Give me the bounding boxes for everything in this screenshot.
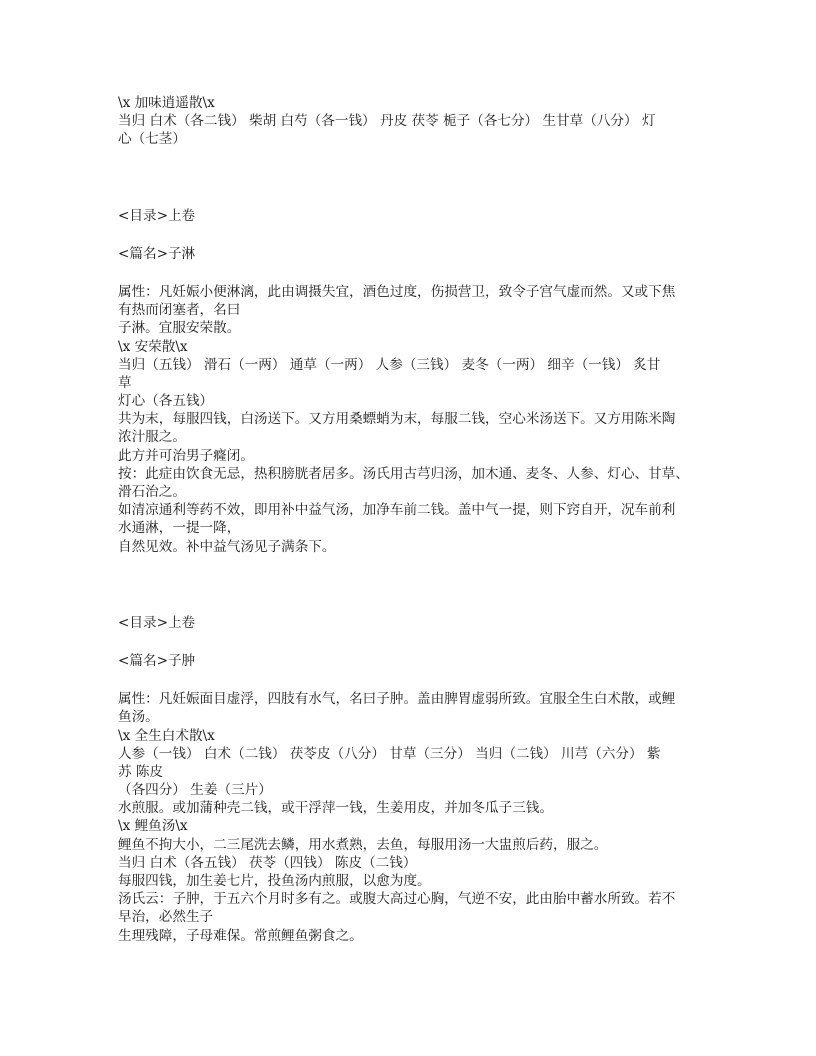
formula-ingredients-cont: 苏 陈皮 — [118, 763, 164, 780]
formula-ingredients-cont: 草 — [118, 374, 132, 391]
formula-ingredients: 人参（一钱） 白术（二钱） 茯苓皮（八分） 甘草（三分） 当归（二钱） 川芎（六分） 紫 — [118, 745, 661, 762]
formula-ingredients-cont: 心（七茎） — [118, 131, 186, 148]
formula-ingredients-cont: 灯心（各五钱） — [118, 393, 214, 410]
body-line: 此方并可治男子癃闭。 — [118, 447, 254, 464]
section-zizhong — [118, 614, 698, 945]
commentary-line: 滑石治之。 — [118, 484, 186, 500]
commentary-line: 汤氏云：子肿，于五六个月时多有之。或腹大高过心胸，气逆不安，此由胎中蓄水所致。若不 — [118, 891, 676, 908]
body-line: 水煎服。或加蒲种壳二钱，或干浮萍一钱，生姜用皮，并加冬瓜子三钱。 — [118, 800, 553, 817]
heading-spacer — [118, 632, 698, 652]
body-line: 鱼汤。 — [118, 709, 159, 726]
heading-spacer — [118, 670, 698, 690]
body-line: 浓汁服之。 — [118, 429, 186, 446]
chapter-title: <篇名>子淋 — [118, 245, 196, 262]
commentary-line: 生理残障，子母难保。常煎鲤鱼粥食之。 — [118, 927, 363, 944]
body-line: 有热而闭塞者，名曰 — [118, 302, 241, 319]
formula-name: \x 全生白术散\x — [118, 727, 215, 744]
body-line: 鲤鱼不拘大小，二三尾洗去鳞，用水煮熟，去鱼，每服用汤一大盅煎后药，服之。 — [118, 836, 608, 853]
commentary-line: 早治，必然生子 — [118, 909, 214, 926]
body-line: 每服四钱，加生姜七片，投鱼汤内煎服，以愈为度。 — [118, 873, 431, 889]
formula-ingredients: 当归（五钱） 滑石（一两） 通草（一两） 人参（三钱） 麦冬（一两） 细辛（一钱） 炙甘 — [118, 356, 661, 373]
section-zilin — [118, 207, 698, 556]
toc-label: <目录>上卷 — [118, 614, 196, 631]
commentary-line: 如清凉通利等药不效，即用补中益气汤，加净车前二钱。盖中气一提，则下窍自开，况车前利 — [118, 502, 676, 519]
commentary-line: 自然见效。补中益气汤见子满条下。 — [118, 538, 336, 555]
body-line: 属性：凡妊娠小便淋漓，此由调摄失宜，酒色过度，伤损营卫，致令子宫气虚而然。又或下焦 — [118, 283, 676, 300]
section-jiawei-xiaoyao — [118, 94, 698, 149]
formula-name: \x 鲤鱼汤\x — [118, 818, 188, 835]
commentary-line: 按：此症由饮食无忌，热积膀胱者居多。汤氏用古芎归汤，加木通、麦冬、人参、灯心、甘草、 — [118, 465, 689, 482]
formula-ingredients-cont: （各四分） 生姜（三片） — [118, 782, 272, 799]
formula-name: \x 加味逍遥散\x — [118, 95, 215, 111]
heading-spacer — [118, 225, 698, 245]
commentary-line: 水通淋，一提一降， — [118, 520, 241, 537]
chapter-title: <篇名>子肿 — [118, 652, 196, 669]
section-spacer — [118, 556, 698, 614]
formula-name: \x 安荣散\x — [118, 338, 188, 355]
body-line: 共为末，每服四钱，白汤送下。又方用桑螵蛸为末，每服二钱，空心米汤送下。又方用陈米陶 — [118, 411, 676, 428]
body-line: 子淋。宜服安荣散。 — [118, 320, 241, 337]
toc-label: <目录>上卷 — [118, 207, 196, 224]
heading-spacer — [118, 263, 698, 283]
formula-ingredients: 当归 白术（各二钱） 柴胡 白芍（各一钱） 丹皮 茯苓 栀子（各七分） 生甘草（八分） 灯 — [118, 113, 656, 130]
formula-ingredients: 当归 白术（各五钱） 茯苓（四钱） 陈皮（二钱） — [118, 854, 417, 871]
section-spacer — [118, 149, 698, 207]
document-page — [118, 94, 698, 945]
body-line: 属性：凡妊娠面目虚浮，四肢有水气，名曰子肿。盖由脾胃虚弱所致。宜服全生白术散，或鲤 — [118, 691, 676, 708]
